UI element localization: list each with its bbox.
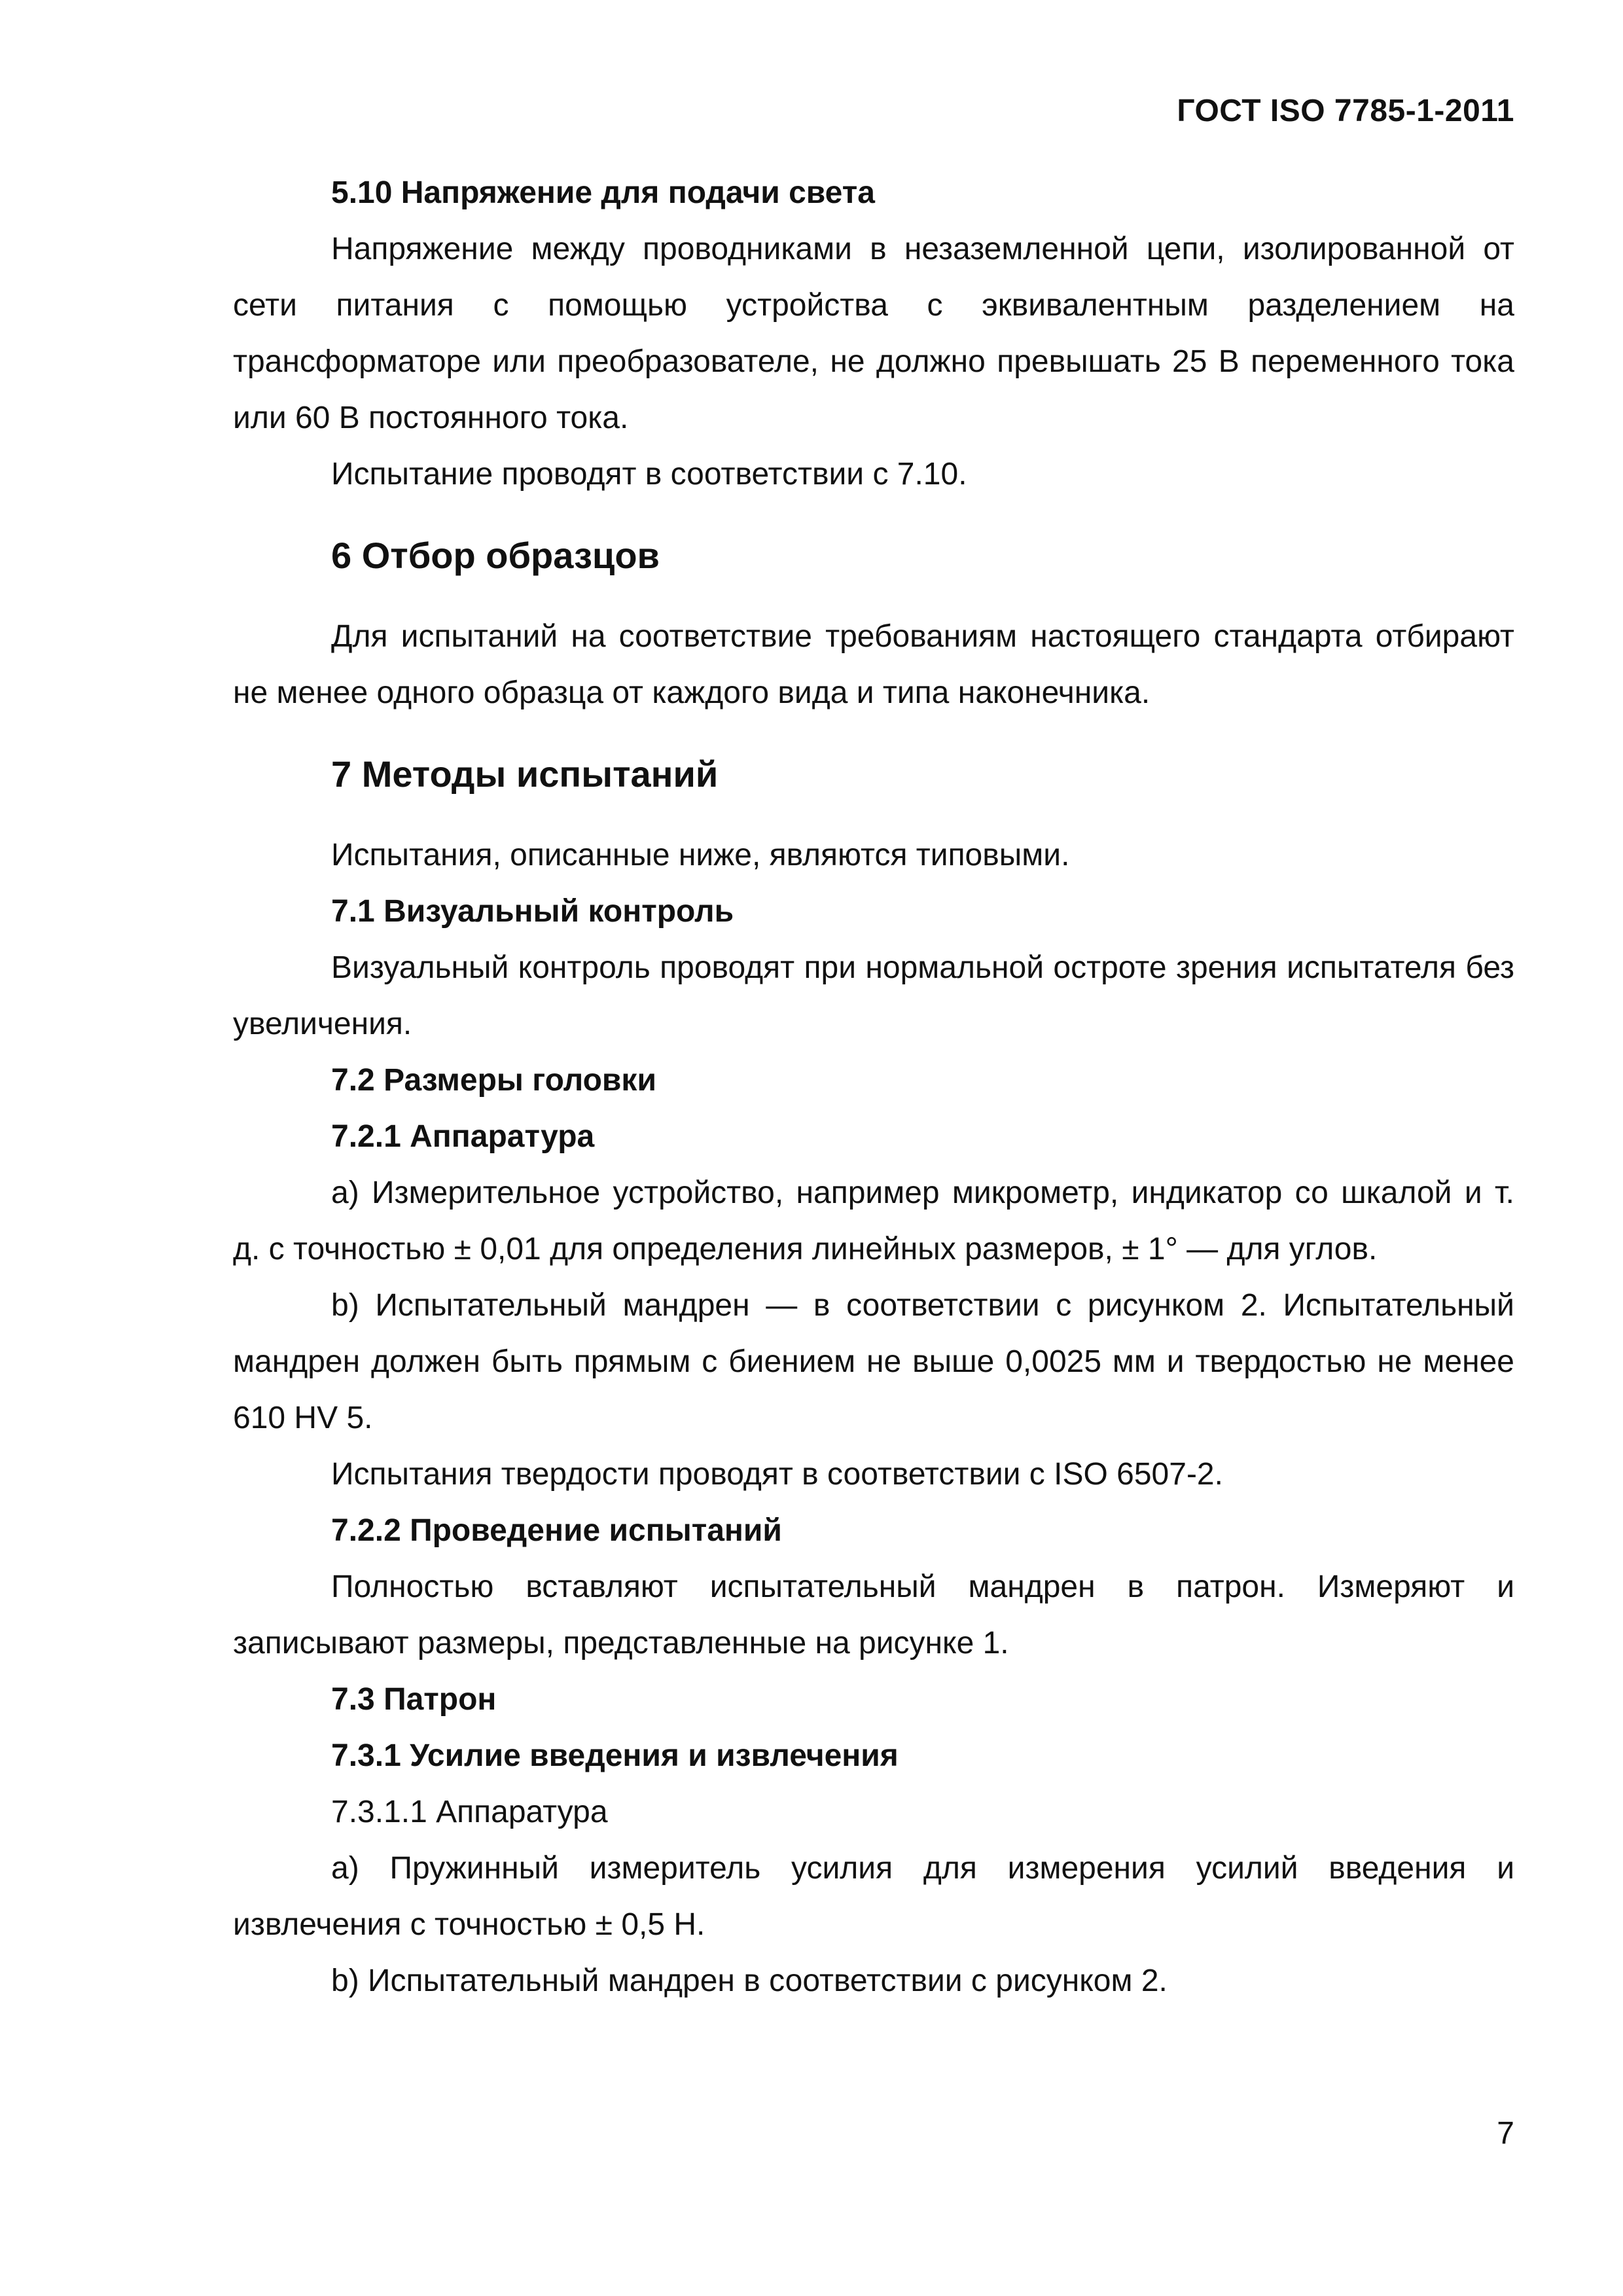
heading-6-sampling: 6 Отбор образцов — [331, 535, 660, 576]
paragraph-6-sampling: Для испытаний на соответствие требованиям настоящего стандарта отбирают не менее одного образца от каждого вида и типа наконечника. — [233, 619, 1514, 710]
heading-7-test-methods: 7 Методы испытаний — [331, 753, 719, 795]
heading-7-1-visual: 7.1 Визуальный контроль — [331, 894, 734, 929]
subheading-7-3-1-1-apparatus: 7.3.1.1 Аппаратура — [331, 1795, 608, 1829]
paragraph-5-10-voltage: Напряжение между проводниками в незаземленной цепи, изолированной от сети питания с помощью устройства с эквивалентным разделением на трансформаторе или преобразователе, не должно превышать 25 В переменного тока или 60 В постоянного тока. — [233, 232, 1514, 435]
page-content — [233, 165, 1514, 2009]
paragraph-7-3-1-1-item-b: b) Испытательный мандрен в соответствии с рисунком 2. — [331, 1964, 1168, 1998]
paragraph-5-10-test-ref: Испытание проводят в соответствии с 7.10. — [331, 457, 967, 492]
heading-7-3-chuck: 7.3 Патрон — [331, 1682, 497, 1717]
heading-7-2-1-apparatus: 7.2.1 Аппаратура — [331, 1119, 595, 1154]
page-number: 7 — [1497, 2116, 1514, 2151]
paragraph-7-intro: Испытания, описанные ниже, являются типовыми. — [331, 838, 1070, 872]
paragraph-7-1-visual: Визуальный контроль проводят при нормальной остроте зрения испытателя без увеличения. — [233, 950, 1514, 1041]
heading-7-2-2-procedure: 7.2.2 Проведение испытаний — [331, 1513, 782, 1548]
paragraph-7-3-1-1-item-a: a) Пружинный измеритель усилия для измерения усилий введения и извлечения с точностью ± 0,5 Н. — [233, 1851, 1514, 1942]
heading-7-2-head-dimensions: 7.2 Размеры головки — [331, 1063, 656, 1098]
heading-7-3-1-force: 7.3.1 Усилие введения и извлечения — [331, 1738, 899, 1773]
paragraph-7-2-1-hardness: Испытания твердости проводят в соответствии с ISO 6507-2. — [331, 1457, 1223, 1492]
paragraph-7-2-2-procedure: Полностью вставляют испытательный мандрен в патрон. Измеряют и записывают размеры, представленные на рисунке 1. — [233, 1570, 1514, 1660]
heading-5-10: 5.10 Напряжение для подачи света — [331, 175, 875, 210]
document-code-header: ГОСТ ISO 7785-1-2011 — [1177, 94, 1514, 128]
paragraph-7-2-1-item-b: b) Испытательный мандрен — в соответствии с рисунком 2. Испытательный мандрен должен быть прямым с биением не выше 0,0025 мм и твердостью не менее 610 HV 5. — [233, 1288, 1514, 1435]
paragraph-7-2-1-item-a: a) Измерительное устройство, например микрометр, индикатор со шкалой и т. д. с точностью ± 0,01 для определения линейных размеров, ± 1° — для углов. — [233, 1175, 1514, 1266]
